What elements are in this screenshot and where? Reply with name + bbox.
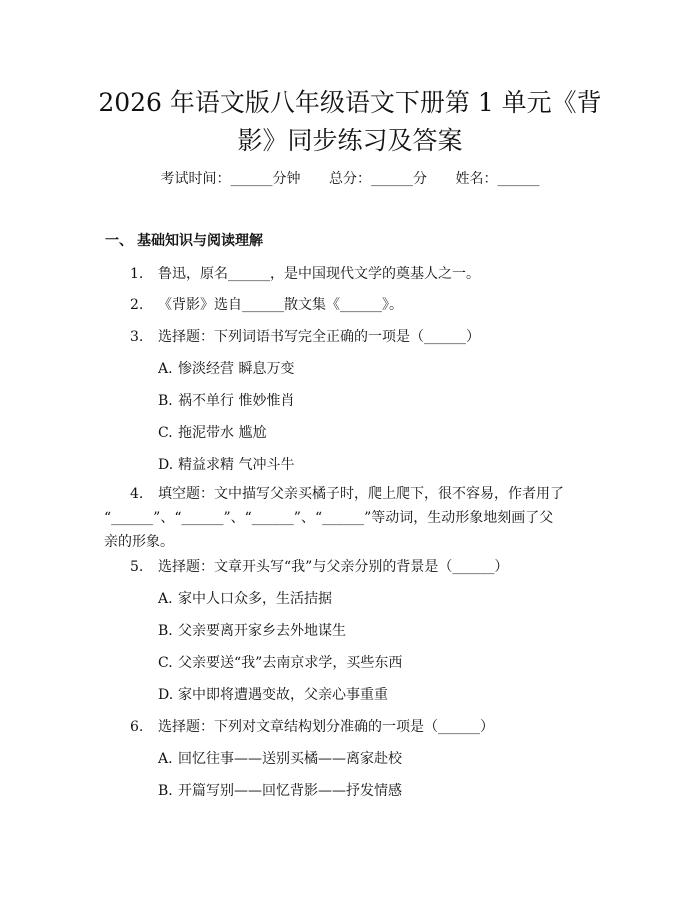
question-text-line1 xyxy=(104,482,604,506)
exam-time-field: 考试时间：______分钟 xyxy=(160,171,301,187)
q5-option-b xyxy=(158,620,346,640)
option-letter: A. xyxy=(158,591,173,607)
question-2 xyxy=(130,294,403,314)
option-letter: B. xyxy=(158,393,173,409)
option-text: 父亲要离开家乡去外地谋生 xyxy=(178,623,346,639)
q6-option-a xyxy=(158,748,402,768)
question-number: 4. xyxy=(130,486,144,502)
q3-option-a xyxy=(158,358,294,378)
question-text-line2: “______”、“______”、“______”、“______”等动词，生动形象地刻画了父 xyxy=(104,510,554,526)
option-text: 回忆往事——送别买橘——离家赴校 xyxy=(178,751,402,767)
question-text: 《背影》选自______散文集《______》。 xyxy=(158,297,403,313)
section-number: 一、 xyxy=(105,233,133,249)
option-text: 拖泥带水 尴尬 xyxy=(178,425,267,441)
q3-option-b xyxy=(158,390,294,410)
option-letter: C. xyxy=(158,655,173,671)
option-letter: C. xyxy=(158,425,173,441)
question-6 xyxy=(130,716,494,736)
question-text: 鲁迅，原名______，是中国现代文学的奠基人之一。 xyxy=(158,266,480,282)
option-letter: A. xyxy=(158,361,173,377)
option-letter: B. xyxy=(158,783,173,799)
option-letter: D. xyxy=(158,457,174,473)
section-title: 基础知识与阅读理解 xyxy=(137,233,263,249)
option-text: 家中人口众多，生活拮据 xyxy=(178,591,332,607)
question-number: 1. xyxy=(130,266,144,282)
question-text-line3: 亲的形象。 xyxy=(104,534,174,550)
q5-option-a xyxy=(158,588,332,608)
question-number: 2. xyxy=(130,297,144,313)
option-text: 精益求精 气冲斗牛 xyxy=(178,457,295,473)
document-title-line2: 影》同步练习及答案 xyxy=(237,126,463,155)
q5-option-d xyxy=(158,684,388,704)
document-title-line1: 2026 年语文版八年级语文下册第 1 单元《背 xyxy=(98,88,602,117)
question-text: 选择题：文章开头写“我”与父亲分别的背景是（______） xyxy=(158,559,509,575)
question-number: 6. xyxy=(130,719,144,735)
question-3 xyxy=(130,326,480,346)
q6-option-b xyxy=(158,780,402,800)
section-heading xyxy=(105,230,263,250)
exam-info xyxy=(0,168,700,188)
question-1 xyxy=(130,263,480,283)
q5-option-c xyxy=(158,652,402,672)
question-4 xyxy=(104,482,604,554)
total-score-field: 总分：______分 xyxy=(329,171,427,187)
option-letter: A. xyxy=(158,751,173,767)
option-text: 父亲要送“我”去南京求学，买些东西 xyxy=(178,655,403,671)
option-text: 家中即将遭遇变故，父亲心事重重 xyxy=(178,687,388,703)
option-letter: D. xyxy=(158,687,174,703)
question-5 xyxy=(130,556,508,576)
question-text: 填空题：文中描写父亲买橘子时，爬上爬下，很不容易，作者用了 xyxy=(158,486,564,502)
question-text: 选择题：下列词语书写完全正确的一项是（______） xyxy=(158,329,480,345)
q3-option-d xyxy=(158,454,294,474)
q3-option-c xyxy=(158,422,266,442)
question-number: 5. xyxy=(130,559,144,575)
option-text: 惨淡经营 瞬息万变 xyxy=(178,361,295,377)
question-text: 选择题：下列对文章结构划分准确的一项是（______） xyxy=(158,719,494,735)
option-letter: B. xyxy=(158,623,173,639)
option-text: 祸不单行 惟妙惟肖 xyxy=(178,393,295,409)
question-number: 3. xyxy=(130,329,144,345)
option-text: 开篇写别——回忆背影——抒发情感 xyxy=(178,783,402,799)
name-field: 姓名：______ xyxy=(455,171,540,187)
